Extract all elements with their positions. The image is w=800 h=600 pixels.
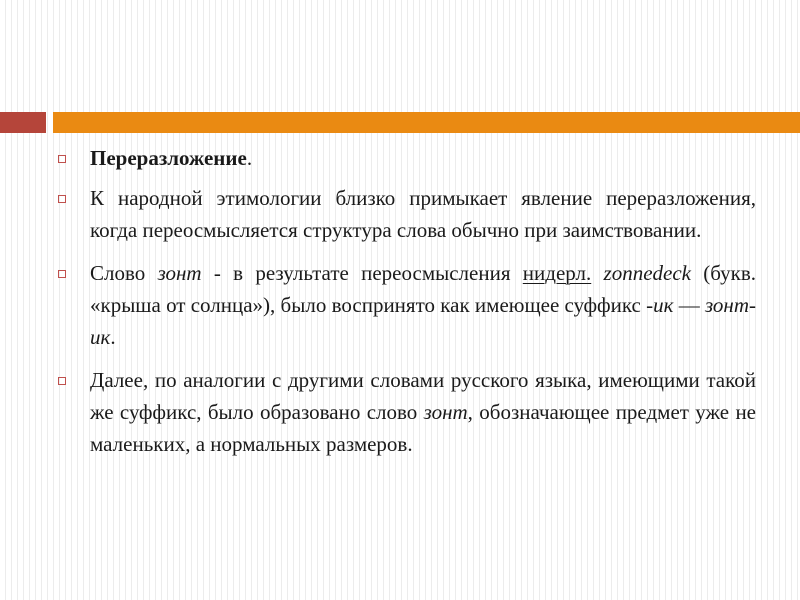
italic-term: зонт-ик [90, 293, 756, 349]
text-run: (букв. «крыша от солнца»), было воспринято как имеющее суффикс [90, 261, 757, 317]
bullet-text [90, 368, 756, 456]
abbreviation-link[interactable]: нидерл. [522, 261, 592, 285]
bullet-text: К народной этимологии близко примыкает явление переразложения, когда переосмысляется структура слова обычно при заимствовании. [90, 186, 756, 242]
italic-term: зонт [423, 400, 468, 424]
text-run: Далее, по аналогии с другими словами русского языка, имеющими такой же суффикс, было образовано слово [90, 368, 756, 424]
bullet-item-heading [56, 142, 756, 174]
accent-bar-right [53, 112, 800, 133]
bullet-item-zont-example [56, 257, 756, 353]
text-run: - в результате переосмысления [201, 261, 523, 285]
accent-block-left [0, 112, 46, 133]
italic-term: зонт [157, 261, 202, 285]
italic-term: zonnedeck [603, 261, 691, 285]
text-run: , обозначающее предмет уже не маленьких, а нормальных размеров. [90, 400, 757, 456]
square-outline-icon [58, 377, 66, 385]
square-outline-icon [58, 270, 66, 278]
bullet-item-folk-etymology [56, 182, 756, 246]
text-run: — [673, 293, 705, 317]
bullet-heading: Переразложение [90, 146, 247, 170]
text-run: . [110, 325, 116, 349]
bullet-heading-period: . [246, 146, 253, 170]
bullet-item-analogy [56, 364, 756, 460]
empty-title-area [0, 0, 800, 108]
square-outline-icon [58, 155, 66, 163]
bullet-text [90, 146, 252, 170]
text-run: Слово [90, 261, 158, 285]
italic-term: -ик [646, 293, 674, 317]
text-run [591, 261, 603, 285]
bullet-text [90, 261, 756, 349]
bullet-list [56, 142, 756, 471]
square-outline-icon [58, 195, 66, 203]
